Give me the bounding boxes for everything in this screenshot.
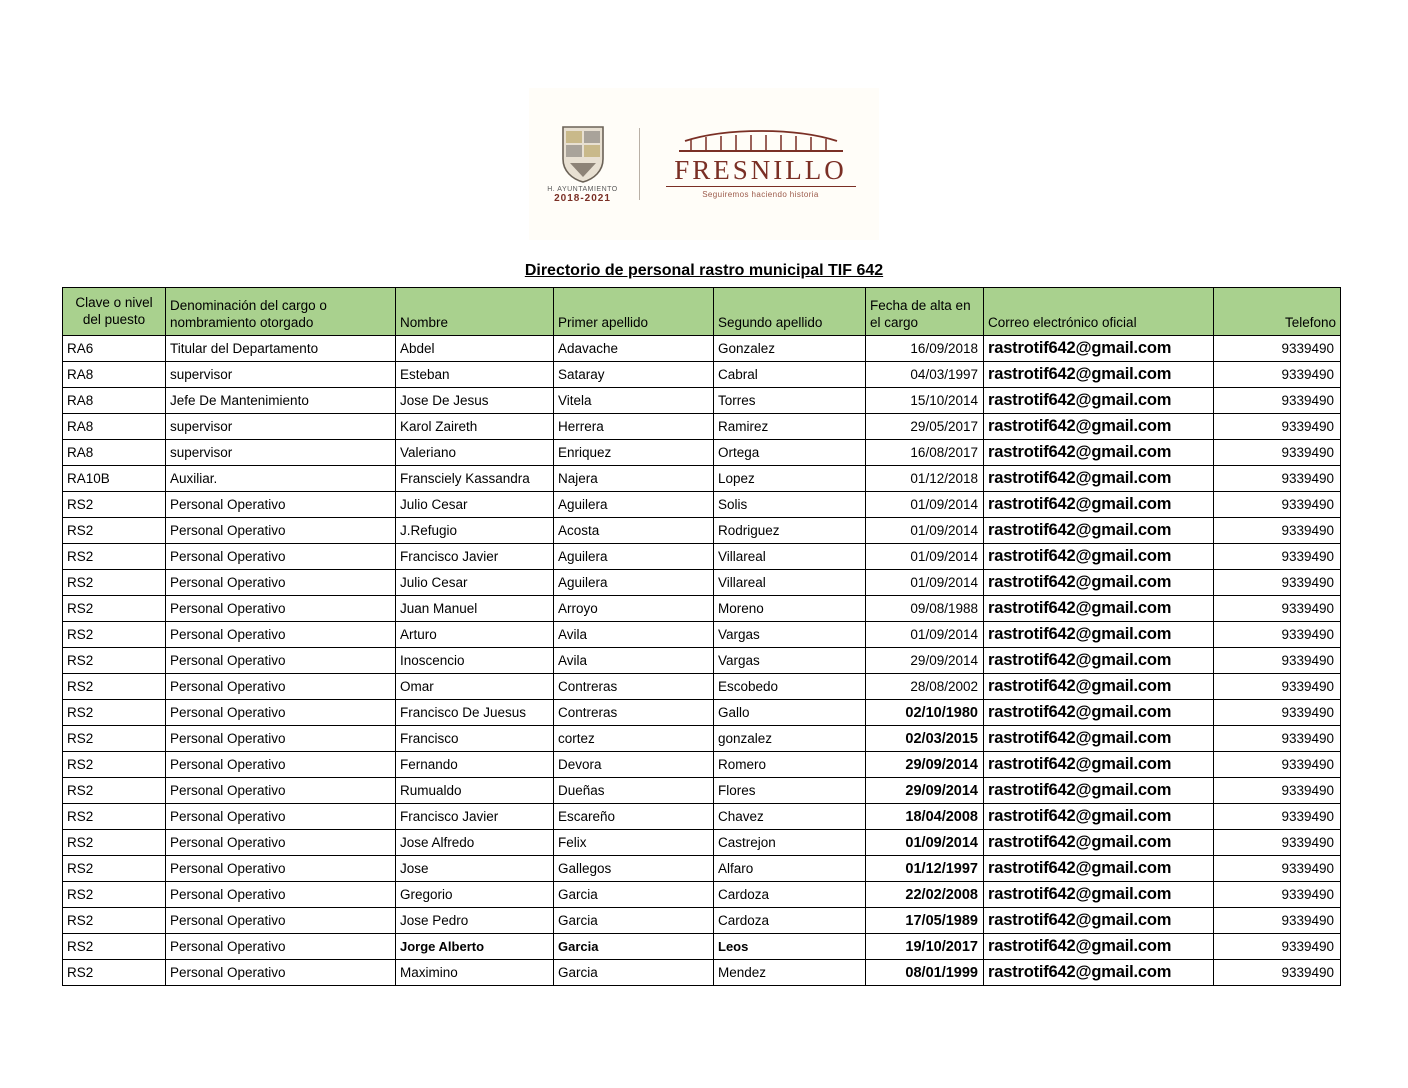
segundo-apellido-cell: Rodriguez [714,518,866,544]
clave-cell: RS2 [63,648,166,674]
clave-cell: RS2 [63,960,166,986]
cargo-cell: Jefe De Mantenimiento [166,388,396,414]
table-row [63,908,1341,934]
clave-cell: RA10B [63,466,166,492]
cargo-cell: Titular del Departamento [166,336,396,362]
segundo-apellido-cell: Escobedo [714,674,866,700]
cargo-cell: Personal Operativo [166,492,396,518]
fecha-alta-cell: 29/09/2014 [866,778,984,804]
nombre-cell: Jose [396,856,554,882]
telefono-cell: 9339490 [1214,804,1341,830]
nombre-cell: Francisco Javier [396,804,554,830]
cargo-cell: supervisor [166,362,396,388]
fecha-alta-cell: 04/03/1997 [866,362,984,388]
telefono-cell: 9339490 [1214,570,1341,596]
primer-apellido-cell: Aguilera [554,492,714,518]
correo-cell: rastrotif642@gmail.com [984,700,1214,726]
telefono-cell: 9339490 [1214,362,1341,388]
table-header [63,288,1341,336]
correo-cell: rastrotif642@gmail.com [984,752,1214,778]
segundo-apellido-cell: Romero [714,752,866,778]
telefono-cell: 9339490 [1214,336,1341,362]
table-row [63,414,1341,440]
nombre-cell: Francisco De Juesus [396,700,554,726]
primer-apellido-cell: Avila [554,648,714,674]
segundo-apellido-cell: Ortega [714,440,866,466]
primer-apellido-cell: Contreras [554,700,714,726]
telefono-cell: 9339490 [1214,856,1341,882]
fecha-alta-cell: 08/01/1999 [866,960,984,986]
primer-apellido-cell: Sataray [554,362,714,388]
correo-cell: rastrotif642@gmail.com [984,466,1214,492]
primer-apellido-cell: Escareño [554,804,714,830]
fecha-alta-cell: 09/08/1988 [866,596,984,622]
table-row [63,882,1341,908]
fecha-alta-cell: 02/03/2015 [866,726,984,752]
segundo-apellido-cell: Leos [714,934,866,960]
primer-apellido-cell: Garcia [554,882,714,908]
telefono-cell: 9339490 [1214,466,1341,492]
col-header-nombre: Nombre [396,288,554,336]
primer-apellido-cell: Herrera [554,414,714,440]
telefono-cell: 9339490 [1214,622,1341,648]
telefono-cell: 9339490 [1214,544,1341,570]
fecha-alta-cell: 01/09/2014 [866,570,984,596]
clave-cell: RS2 [63,752,166,778]
nombre-cell: Jose De Jesus [396,388,554,414]
segundo-apellido-cell: Gonzalez [714,336,866,362]
table-row [63,778,1341,804]
table-row [63,934,1341,960]
col-header-clave: Clave o nivel del puesto [63,288,166,336]
correo-cell: rastrotif642@gmail.com [984,908,1214,934]
cargo-cell: Personal Operativo [166,622,396,648]
correo-cell: rastrotif642@gmail.com [984,544,1214,570]
nombre-cell: Francisco Javier [396,544,554,570]
telefono-cell: 9339490 [1214,778,1341,804]
nombre-cell: Jorge Alberto [396,934,554,960]
clave-cell: RS2 [63,726,166,752]
cargo-cell: Personal Operativo [166,856,396,882]
coat-of-arms-icon [560,125,606,183]
telefono-cell: 9339490 [1214,934,1341,960]
cargo-cell: Personal Operativo [166,804,396,830]
clave-cell: RS2 [63,778,166,804]
correo-cell: rastrotif642@gmail.com [984,388,1214,414]
cargo-cell: Personal Operativo [166,882,396,908]
telefono-cell: 9339490 [1214,960,1341,986]
table-row [63,856,1341,882]
primer-apellido-cell: Felix [554,830,714,856]
cargo-cell: Personal Operativo [166,752,396,778]
correo-cell: rastrotif642@gmail.com [984,336,1214,362]
nombre-cell: Francisco [396,726,554,752]
fecha-alta-cell: 01/09/2014 [866,492,984,518]
primer-apellido-cell: Avila [554,622,714,648]
cargo-cell: Personal Operativo [166,960,396,986]
nombre-cell: Juan Manuel [396,596,554,622]
col-header-segundo-apellido: Segundo apellido [714,288,866,336]
correo-cell: rastrotif642@gmail.com [984,856,1214,882]
clave-cell: RS2 [63,934,166,960]
cargo-cell: Personal Operativo [166,726,396,752]
nombre-cell: Maximino [396,960,554,986]
segundo-apellido-cell: Villareal [714,544,866,570]
cargo-cell: Personal Operativo [166,596,396,622]
fecha-alta-cell: 19/10/2017 [866,934,984,960]
segundo-apellido-cell: Vargas [714,648,866,674]
fecha-alta-cell: 17/05/1989 [866,908,984,934]
telefono-cell: 9339490 [1214,648,1341,674]
primer-apellido-cell: Acosta [554,518,714,544]
nombre-cell: Esteban [396,362,554,388]
correo-cell: rastrotif642@gmail.com [984,778,1214,804]
primer-apellido-cell: Adavache [554,336,714,362]
segundo-apellido-cell: Alfaro [714,856,866,882]
fecha-alta-cell: 29/09/2014 [866,648,984,674]
clave-cell: RS2 [63,518,166,544]
primer-apellido-cell: Aguilera [554,544,714,570]
col-header-primer-apellido: Primer apellido [554,288,714,336]
fecha-alta-cell: 02/10/1980 [866,700,984,726]
primer-apellido-cell: Garcia [554,960,714,986]
segundo-apellido-cell: Torres [714,388,866,414]
table-row [63,960,1341,986]
table-row [63,596,1341,622]
cargo-cell: Personal Operativo [166,570,396,596]
nombre-cell: Fernando [396,752,554,778]
clave-cell: RA8 [63,414,166,440]
nombre-cell: Julio Cesar [396,570,554,596]
correo-cell: rastrotif642@gmail.com [984,622,1214,648]
correo-cell: rastrotif642@gmail.com [984,596,1214,622]
fecha-alta-cell: 22/02/2008 [866,882,984,908]
telefono-cell: 9339490 [1214,596,1341,622]
cargo-cell: supervisor [166,440,396,466]
clave-cell: RA8 [63,388,166,414]
wordmark [656,129,866,200]
segundo-apellido-cell: Lopez [714,466,866,492]
segundo-apellido-cell: Chavez [714,804,866,830]
clave-cell: RS2 [63,804,166,830]
primer-apellido-cell: Najera [554,466,714,492]
table-row [63,830,1341,856]
council-label: H. AYUNTAMIENTO [547,185,618,193]
clave-cell: RA8 [63,440,166,466]
telefono-cell: 9339490 [1214,726,1341,752]
fecha-alta-cell: 16/09/2018 [866,336,984,362]
fecha-alta-cell: 01/09/2014 [866,544,984,570]
table-row [63,726,1341,752]
cargo-cell: Personal Operativo [166,518,396,544]
table-row [63,518,1341,544]
page-title: Directorio de personal rastro municipal TIF 642 [524,262,884,279]
telefono-cell: 9339490 [1214,908,1341,934]
cargo-cell: Personal Operativo [166,648,396,674]
telefono-cell: 9339490 [1214,882,1341,908]
correo-cell: rastrotif642@gmail.com [984,674,1214,700]
table-row [63,570,1341,596]
coat-of-arms [543,125,623,204]
fecha-alta-cell: 29/05/2017 [866,414,984,440]
col-header-denominacion: Denominación del cargo o nombramiento otorgado [166,288,396,336]
telefono-cell: 9339490 [1214,414,1341,440]
primer-apellido-cell: Arroyo [554,596,714,622]
table-row [63,466,1341,492]
segundo-apellido-cell: Castrejon [714,830,866,856]
primer-apellido-cell: Garcia [554,934,714,960]
table-row [63,674,1341,700]
segundo-apellido-cell: Cardoza [714,908,866,934]
nombre-cell: Arturo [396,622,554,648]
telefono-cell: 9339490 [1214,830,1341,856]
cargo-cell: Personal Operativo [166,700,396,726]
primer-apellido-cell: Aguilera [554,570,714,596]
table-row [63,648,1341,674]
fecha-alta-cell: 16/08/2017 [866,440,984,466]
correo-cell: rastrotif642@gmail.com [984,648,1214,674]
table-row [63,544,1341,570]
correo-cell: rastrotif642@gmail.com [984,960,1214,986]
fecha-alta-cell: 01/09/2014 [866,622,984,648]
correo-cell: rastrotif642@gmail.com [984,414,1214,440]
nombre-cell: Omar [396,674,554,700]
telefono-cell: 9339490 [1214,492,1341,518]
correo-cell: rastrotif642@gmail.com [984,830,1214,856]
primer-apellido-cell: Vitela [554,388,714,414]
table-row [63,752,1341,778]
table-row [63,700,1341,726]
fecha-alta-cell: 01/12/2018 [866,466,984,492]
primer-apellido-cell: Enriquez [554,440,714,466]
clave-cell: RA6 [63,336,166,362]
telefono-cell: 9339490 [1214,440,1341,466]
col-header-fecha-alta: Fecha de alta en el cargo [866,288,984,336]
header-row [63,288,1341,336]
primer-apellido-cell: Contreras [554,674,714,700]
nombre-cell: Gregorio [396,882,554,908]
fecha-alta-cell: 29/09/2014 [866,752,984,778]
telefono-cell: 9339490 [1214,674,1341,700]
fecha-alta-cell: 01/12/1997 [866,856,984,882]
correo-cell: rastrotif642@gmail.com [984,726,1214,752]
fecha-alta-cell: 01/09/2014 [866,830,984,856]
table-row [63,804,1341,830]
clave-cell: RA8 [63,362,166,388]
fecha-alta-cell: 01/09/2014 [866,518,984,544]
correo-cell: rastrotif642@gmail.com [984,804,1214,830]
telefono-cell: 9339490 [1214,752,1341,778]
clave-cell: RS2 [63,622,166,648]
fecha-alta-cell: 18/04/2008 [866,804,984,830]
clave-cell: RS2 [63,700,166,726]
table-row [63,388,1341,414]
nombre-cell: Jose Alfredo [396,830,554,856]
logo-block [529,88,879,240]
nombre-cell: Jose Pedro [396,908,554,934]
clave-cell: RS2 [63,830,166,856]
primer-apellido-cell: cortez [554,726,714,752]
segundo-apellido-cell: Mendez [714,960,866,986]
personnel-table [62,287,1341,986]
fecha-alta-cell: 15/10/2014 [866,388,984,414]
tagline: Seguiremos haciendo historia [702,190,819,200]
correo-cell: rastrotif642@gmail.com [984,440,1214,466]
clave-cell: RS2 [63,596,166,622]
nombre-cell: Karol Zaireth [396,414,554,440]
col-header-telefono: Telefono [1214,288,1341,336]
term-label: 2018-2021 [554,192,611,204]
nombre-cell: Rumualdo [396,778,554,804]
correo-cell: rastrotif642@gmail.com [984,882,1214,908]
cargo-cell: Personal Operativo [166,674,396,700]
cargo-cell: Personal Operativo [166,544,396,570]
fecha-alta-cell: 28/08/2002 [866,674,984,700]
segundo-apellido-cell: Flores [714,778,866,804]
segundo-apellido-cell: Vargas [714,622,866,648]
org-underline [666,186,856,188]
cargo-cell: Personal Operativo [166,934,396,960]
nombre-cell: Abdel [396,336,554,362]
segundo-apellido-cell: Moreno [714,596,866,622]
primer-apellido-cell: Devora [554,752,714,778]
segundo-apellido-cell: Villareal [714,570,866,596]
clave-cell: RS2 [63,856,166,882]
table-row [63,492,1341,518]
correo-cell: rastrotif642@gmail.com [984,934,1214,960]
segundo-apellido-cell: gonzalez [714,726,866,752]
logo-divider [639,128,640,200]
table-row [63,622,1341,648]
segundo-apellido-cell: Solis [714,492,866,518]
nombre-cell: J.Refugio [396,518,554,544]
telefono-cell: 9339490 [1214,388,1341,414]
correo-cell: rastrotif642@gmail.com [984,492,1214,518]
clave-cell: RS2 [63,544,166,570]
segundo-apellido-cell: Gallo [714,700,866,726]
cargo-cell: Auxiliar. [166,466,396,492]
telefono-cell: 9339490 [1214,518,1341,544]
col-header-correo: Correo electrónico oficial [984,288,1214,336]
nombre-cell: Valeriano [396,440,554,466]
org-name: FRESNILLO [674,154,847,185]
telefono-cell: 9339490 [1214,700,1341,726]
nombre-cell: Julio Cesar [396,492,554,518]
bridge-icon [671,129,851,155]
clave-cell: RS2 [63,570,166,596]
primer-apellido-cell: Dueñas [554,778,714,804]
clave-cell: RS2 [63,882,166,908]
table-row [63,440,1341,466]
cargo-cell: supervisor [166,414,396,440]
nombre-cell: Inoscencio [396,648,554,674]
clave-cell: RS2 [63,674,166,700]
cargo-cell: Personal Operativo [166,908,396,934]
segundo-apellido-cell: Cardoza [714,882,866,908]
correo-cell: rastrotif642@gmail.com [984,362,1214,388]
clave-cell: RS2 [63,908,166,934]
primer-apellido-cell: Garcia [554,908,714,934]
correo-cell: rastrotif642@gmail.com [984,570,1214,596]
table-row [63,336,1341,362]
table-body [63,336,1341,986]
segundo-apellido-cell: Ramirez [714,414,866,440]
nombre-cell: Fransciely Kassandra [396,466,554,492]
primer-apellido-cell: Gallegos [554,856,714,882]
cargo-cell: Personal Operativo [166,830,396,856]
cargo-cell: Personal Operativo [166,778,396,804]
table-row [63,362,1341,388]
correo-cell: rastrotif642@gmail.com [984,518,1214,544]
clave-cell: RS2 [63,492,166,518]
segundo-apellido-cell: Cabral [714,362,866,388]
